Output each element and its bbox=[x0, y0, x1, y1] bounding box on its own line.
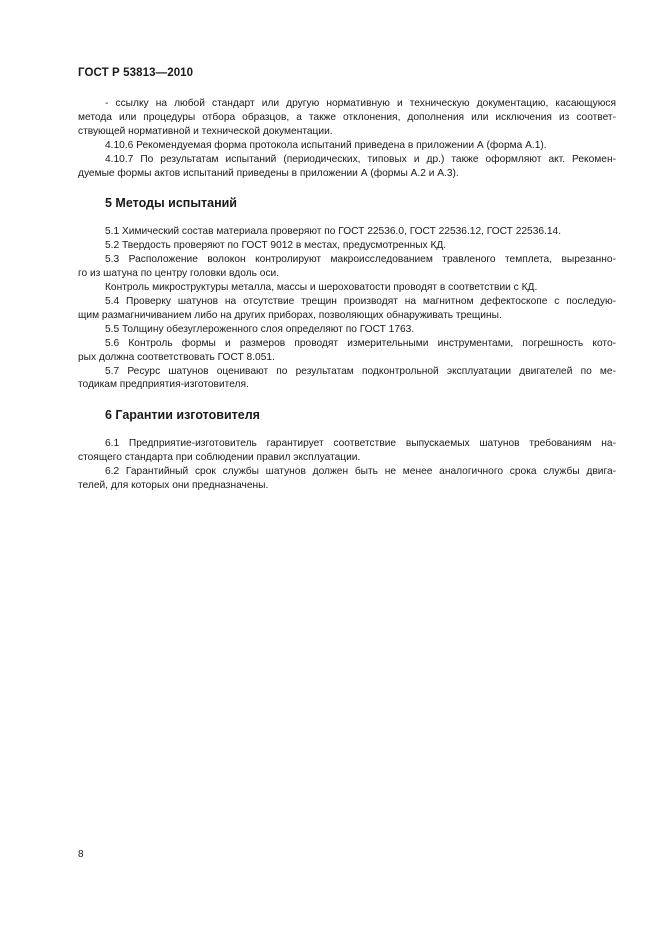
para-line: 5.5 Толщину обезуглероженного слоя определяют по ГОСТ 1763. bbox=[105, 323, 415, 335]
para-line: 5.6 Контроль формы и размеров проводят измерительными инструментами, погрешность кото- bbox=[105, 337, 616, 349]
para-line: метода или процедуры отбора образцов, а также отклонения, дополнения или исключения из соответ- bbox=[78, 111, 616, 123]
para-line: стоящего стандарта при соблюдении правил эксплуатации. bbox=[78, 452, 361, 464]
para-line: 5.3 Расположение волокон контролируют макроисследованием травленого темплета, вырезанно- bbox=[105, 254, 616, 266]
document-id: ГОСТ Р 53813—2010 bbox=[78, 67, 194, 79]
para-line: щим размагничиванием либо на других приборах, позволяющих обнаруживать трещины. bbox=[78, 309, 502, 321]
para-line: 5.4 Проверку шатунов на отсутствие трещин производят на магнитном дефектоскопе с последую- bbox=[105, 295, 616, 307]
paragraph-5-3 bbox=[78, 253, 616, 281]
page-number: 8 bbox=[78, 849, 84, 860]
paragraph bbox=[78, 97, 616, 139]
para-line: 5.7 Ресурс шатунов оценивают по результатам подконтрольной эксплуатации двигателей по ме- bbox=[105, 365, 616, 377]
para-line: 5.2 Твердость проверяют по ГОСТ 9012 в местах, предусмотренных КД. bbox=[105, 240, 447, 252]
para-line: рых должна соответствовать ГОСТ 8.051. bbox=[78, 351, 275, 363]
section-5-heading: 5 Методы испытаний bbox=[105, 196, 237, 211]
paragraph-4-10-6 bbox=[78, 139, 616, 153]
section-6-heading: 6 Гарантии изготовителя bbox=[105, 408, 260, 423]
paragraph-6-2 bbox=[78, 465, 616, 493]
paragraph-microstructure bbox=[78, 281, 616, 295]
para-line: ствующей нормативной и технической документации. bbox=[78, 125, 333, 137]
paragraph-5-4 bbox=[78, 295, 616, 323]
paragraph-4-10-7 bbox=[78, 153, 616, 181]
paragraph-6-1 bbox=[78, 437, 616, 465]
para-line: 5.1 Химический состав материала проверяют по ГОСТ 22536.0, ГОСТ 22536.12, ГОСТ 22536.14. bbox=[105, 226, 562, 238]
paragraph-5-6 bbox=[78, 337, 616, 365]
para-line: телей, для которых они предназначены. bbox=[78, 480, 269, 492]
paragraph-5-1 bbox=[78, 225, 616, 239]
paragraph-5-5 bbox=[78, 323, 616, 337]
para-line: 4.10.6 Рекомендуемая форма протокола испытаний приведена в приложении А (форма А.1). bbox=[105, 139, 547, 151]
document-body bbox=[78, 97, 616, 493]
paragraph-5-7 bbox=[78, 365, 616, 393]
para-line: 6.2 Гарантийный срок службы шатунов должен быть не менее аналогичного срока службы двига- bbox=[105, 466, 616, 478]
para-line: го из шатуна по центру головки вдоль оси. bbox=[78, 268, 280, 280]
para-line: тодикам предприятия-изготовителя. bbox=[78, 379, 249, 391]
para-line: 4.10.7 По результатам испытаний (периодических, типовых и др.) также оформляют акт. Рекомен- bbox=[105, 153, 616, 165]
paragraph-5-2 bbox=[78, 239, 616, 253]
para-line: - ссылку на любой стандарт или другую нормативную и техническую документацию, касающуюся bbox=[105, 98, 616, 109]
para-line: Контроль микроструктуры металла, массы и шероховатости проводят в соответствии с КД. bbox=[105, 282, 538, 294]
para-line: дуемые формы актов испытаний приведены в приложении А (формы А.2 и А.3). bbox=[78, 167, 459, 179]
para-line: 6.1 Предприятие-изготовитель гарантирует соответствие выпускаемых шатунов требованиям на- bbox=[105, 438, 616, 450]
